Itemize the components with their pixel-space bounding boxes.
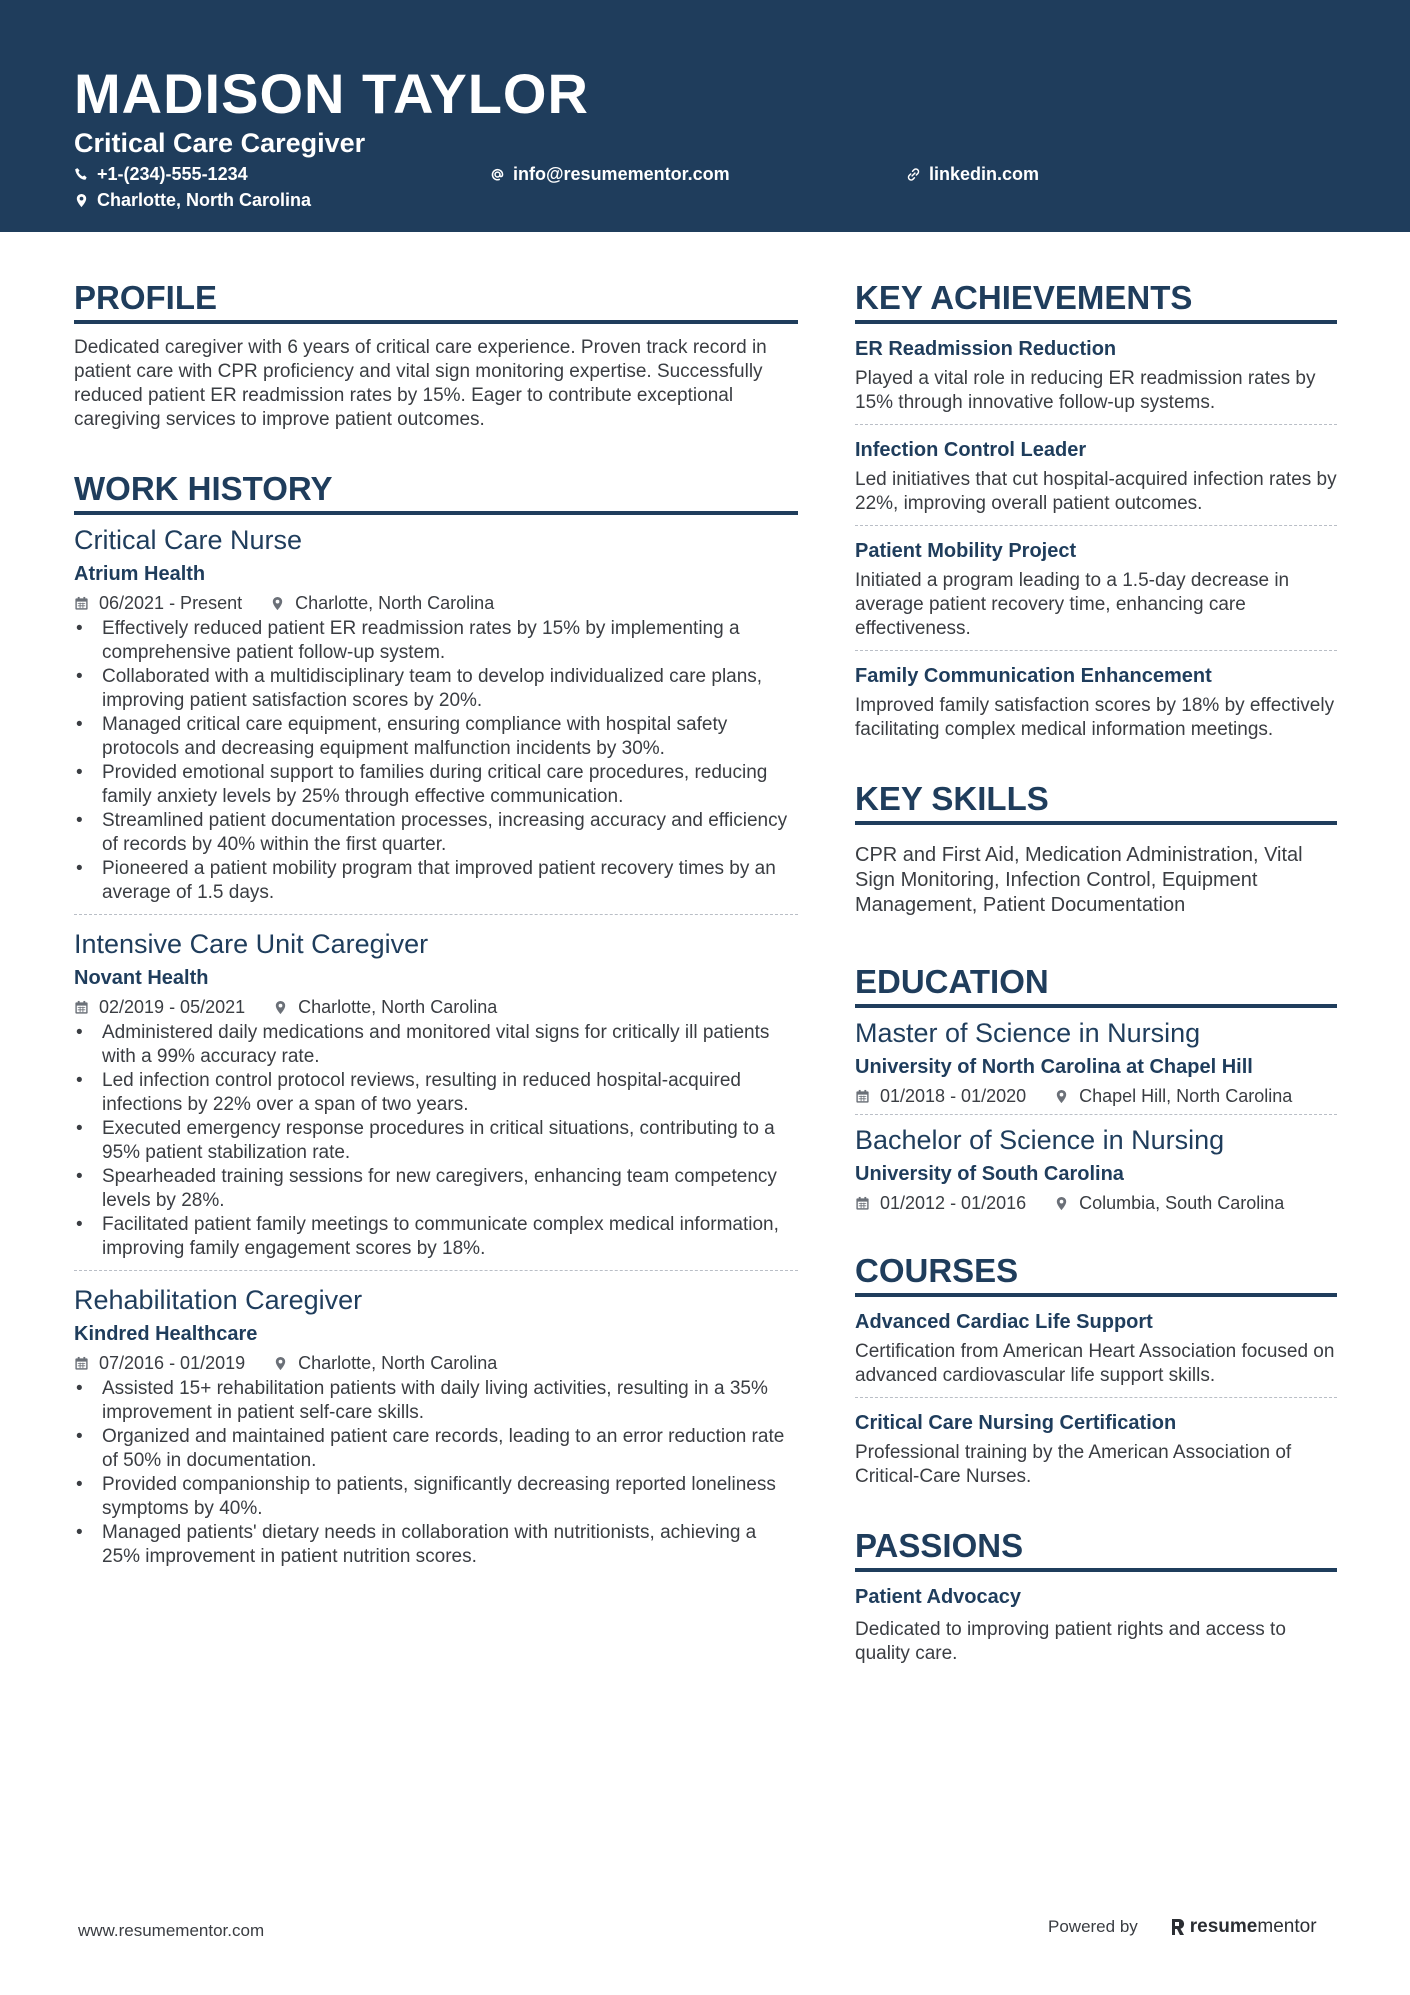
job-bullet: • Pioneered a patient mobility program that improved patient recovery times by an average of 1.5 days. (74, 857, 798, 905)
powered-by-text: Powered by (1048, 1917, 1138, 1936)
education-meta (855, 1191, 1337, 1215)
calendar-icon (855, 1196, 870, 1211)
calendar-icon (74, 1000, 89, 1015)
right-column (855, 278, 1337, 1666)
education-location: Chapel Hill, North Carolina (1079, 1086, 1293, 1106)
education-meta (855, 1084, 1337, 1108)
brand-logo-icon (1170, 1917, 1186, 1937)
linkedin-text: linkedin.com (929, 164, 1040, 184)
divider (74, 914, 798, 915)
course-item (855, 1410, 1337, 1489)
location-pin-icon (270, 596, 285, 611)
school-name: University of North Carolina at Chapel Hill (855, 1056, 1253, 1078)
course-desc: Professional training by the American Association of Critical-Care Nurses. (855, 1442, 1292, 1487)
footer-website[interactable]: www.resumementor.com (78, 1921, 265, 1940)
achievement-desc: Improved family satisfaction scores by 18% by effectively facilitating complex medical information meetings. (855, 695, 1335, 740)
achievement-item (855, 437, 1337, 516)
job-bullet: • Provided companionship to patients, significantly decreasing reported loneliness symptoms by 40%. (74, 1473, 798, 1521)
course-desc: Certification from American Heart Association focused on advanced cardiovascular life support skills. (855, 1341, 1335, 1386)
job-bullet: • Effectively reduced patient ER readmission rates by 15% by implementing a comprehensive patient follow-up system. (74, 617, 798, 665)
degree-title: Master of Science in Nursing (855, 1018, 1201, 1048)
job-bullet: • Assisted 15+ rehabilitation patients with daily living activities, resulting in a 35% improvement in patient self-care skills. (74, 1377, 798, 1425)
job-bullet: • Led infection control protocol reviews, resulting in reduced hospital-acquired infections by 22% over a span of two years. (74, 1069, 798, 1117)
passion-item (855, 1584, 1337, 1666)
job-meta (74, 1351, 798, 1375)
phone-text: +1-(234)-555-1234 (97, 164, 248, 184)
achievement-desc: Initiated a program leading to a 1.5-day decrease in average patient recovery time, enhancing care effectiveness. (855, 570, 1290, 639)
passions-heading: PASSIONS (855, 1526, 1337, 1572)
job-bullet: • Executed emergency response procedures in critical situations, contributing to a 95% patient stabilization rate. (74, 1117, 798, 1165)
location-pin-icon (273, 1356, 288, 1371)
course-title: Critical Care Nursing Certification (855, 1412, 1177, 1434)
job-bullet: • Facilitated patient family meetings to communicate complex medical information, improving family engagement scores by 18%. (74, 1213, 798, 1261)
calendar-icon (855, 1089, 870, 1104)
passion-title: Patient Advocacy (855, 1586, 1021, 1608)
divider (74, 1270, 798, 1271)
calendar-icon (74, 596, 89, 611)
job-bullets (74, 1021, 798, 1261)
location-pin-icon (74, 193, 89, 208)
brand-name-bold: resume (1189, 1916, 1258, 1937)
passion-desc: Dedicated to improving patient rights and access to quality care. (855, 1619, 1286, 1664)
achievement-item (855, 538, 1337, 641)
brand-name-light: mentor (1257, 1916, 1317, 1937)
achievement-item (855, 663, 1337, 742)
education-dates: 01/2018 - 01/2020 (880, 1086, 1027, 1106)
job-location: Charlotte, North Carolina (298, 1353, 498, 1373)
education-location: Columbia, South Carolina (1079, 1193, 1285, 1213)
job-bullet: • Collaborated with a multidisciplinary team to develop individualized care plans, improving patient satisfaction scores by 20%. (74, 665, 798, 713)
job-company: Novant Health (74, 967, 209, 989)
achievement-desc: Played a vital role in reducing ER readmission rates by 15% through innovative follow-up systems. (855, 368, 1316, 413)
divider (855, 1114, 1337, 1115)
job-title: Intensive Care Unit Caregiver (74, 929, 429, 959)
contact-linkedin[interactable] (906, 163, 1039, 185)
contact-location (74, 189, 311, 211)
candidate-name: MADISON TAYLOR (74, 62, 589, 125)
achievements-heading: KEY ACHIEVEMENTS (855, 278, 1337, 324)
at-icon (490, 167, 505, 182)
skills-list: CPR and First Aid, Medication Administration, Vital Sign Monitoring, Infection Control, Equipment Management, Patient Documentation (855, 844, 1303, 916)
calendar-icon (74, 1356, 89, 1371)
location-text: Charlotte, North Carolina (97, 190, 312, 210)
education-item (855, 1123, 1337, 1215)
skills-heading: KEY SKILLS (855, 779, 1337, 825)
email-text: info@resumementor.com (513, 164, 730, 184)
job-bullet: • Managed patients' dietary needs in collaboration with nutritionists, achieving a 25% improvement in patient nutrition scores. (74, 1521, 798, 1569)
job-title: Critical Care Nurse (74, 525, 303, 555)
job-meta (74, 591, 798, 615)
job-dates: 02/2019 - 05/2021 (99, 997, 246, 1017)
job-bullet: • Administered daily medications and monitored vital signs for critically ill patients with a 99% accuracy rate. (74, 1021, 798, 1069)
job-bullets (74, 1377, 798, 1569)
achievement-title: ER Readmission Reduction (855, 338, 1117, 360)
contact-email[interactable] (490, 163, 730, 185)
achievement-title: Patient Mobility Project (855, 540, 1077, 562)
contact-phone[interactable] (74, 163, 248, 185)
divider (855, 1397, 1337, 1398)
achievement-title: Infection Control Leader (855, 439, 1087, 461)
job-company: Kindred Healthcare (74, 1323, 258, 1345)
job-meta (74, 995, 798, 1019)
brand-logo[interactable] (1170, 1916, 1317, 1938)
work-history-heading: WORK HISTORY (74, 469, 798, 515)
job-entry (74, 927, 798, 1261)
degree-title: Bachelor of Science in Nursing (855, 1125, 1225, 1155)
link-icon (906, 167, 921, 182)
job-bullet: • Provided emotional support to families during critical care procedures, reducing family anxiety levels by 25% through effective communication. (74, 761, 798, 809)
course-item (855, 1309, 1337, 1388)
job-dates: 07/2016 - 01/2019 (99, 1353, 246, 1373)
job-bullet: • Streamlined patient documentation processes, increasing accuracy and efficiency of records by 40% within the first quarter. (74, 809, 798, 857)
resume-header (0, 0, 1410, 232)
job-entry (74, 1283, 798, 1569)
divider (855, 525, 1337, 526)
school-name: University of South Carolina (855, 1163, 1124, 1185)
courses-heading: COURSES (855, 1251, 1337, 1297)
job-location: Charlotte, North Carolina (298, 997, 498, 1017)
job-title: Rehabilitation Caregiver (74, 1285, 363, 1315)
divider (855, 650, 1337, 651)
job-company: Atrium Health (74, 563, 206, 585)
achievement-title: Family Communication Enhancement (855, 665, 1212, 687)
candidate-role: Critical Care Caregiver (74, 128, 366, 158)
education-heading: EDUCATION (855, 962, 1337, 1008)
left-column (74, 278, 798, 1569)
job-entry (74, 523, 798, 905)
achievement-desc: Led initiatives that cut hospital-acquired infection rates by 22%, improving overall patient outcomes. (855, 469, 1337, 514)
job-dates: 06/2021 - Present (99, 593, 243, 613)
location-pin-icon (1054, 1196, 1069, 1211)
job-bullet: • Managed critical care equipment, ensuring compliance with hospital safety protocols and decreasing equipment malfunction incidents by 30%. (74, 713, 798, 761)
achievement-item (855, 336, 1337, 415)
job-location: Charlotte, North Carolina (295, 593, 495, 613)
divider (855, 424, 1337, 425)
profile-heading: PROFILE (74, 278, 798, 324)
job-bullet: • Spearheaded training sessions for new caregivers, enhancing team competency levels by 28%. (74, 1165, 798, 1213)
footer-branding (1048, 1916, 1317, 1938)
education-dates: 01/2012 - 01/2016 (880, 1193, 1027, 1213)
location-pin-icon (1054, 1089, 1069, 1104)
job-bullets (74, 617, 798, 905)
job-bullet: • Organized and maintained patient care records, leading to an error reduction rate of 50% in documentation. (74, 1425, 798, 1473)
education-item (855, 1016, 1337, 1108)
phone-icon (74, 167, 89, 182)
profile-summary: Dedicated caregiver with 6 years of critical care experience. Proven track record in patient care with CPR proficiency and vital sign monitoring expertise. Successfully reduced patient ER readmission rates by 15%. Eager to contribute exceptional caregiving services to improve patient outcomes. (74, 337, 767, 430)
location-pin-icon (273, 1000, 288, 1015)
course-title: Advanced Cardiac Life Support (855, 1311, 1153, 1333)
